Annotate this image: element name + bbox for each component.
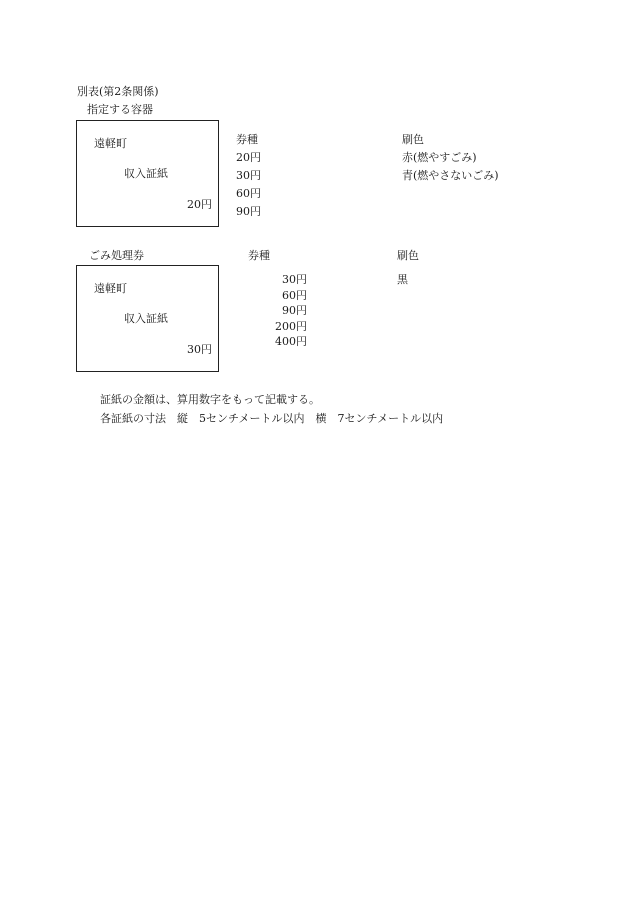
section1-color-list [402,152,499,188]
section2-stamp-sample [76,265,219,372]
section2-denomination-list [250,274,307,352]
section1-stamp-town: 遠軽町 [94,137,127,150]
denomination-item: 200円 [275,319,307,333]
denomination-item: 60円 [236,187,261,200]
denomination-item: 400円 [275,335,307,348]
section1-heading: 指定する容器 [87,103,153,116]
denomination-item: 90円 [282,304,307,317]
denomination-item: 30円 [236,169,261,182]
color-item: 赤(燃やすごみ) [402,151,477,164]
section1-stamp-label: 収入証紙 [124,167,168,180]
denomination-item: 20円 [236,151,261,164]
denomination-item: 90円 [236,205,261,218]
section2-stamp-value: 30円 [187,343,212,356]
section2-stamp-town: 遠軽町 [94,282,127,295]
section2-heading: ごみ処理券 [89,249,144,262]
appendix-title: 別表(第2条関係) [77,85,159,98]
note-amount-format: 証紙の金額は、算用数字をもって記載する。 [100,393,320,406]
section2-color-header: 刷色 [397,249,419,262]
section2-stamp-label: 収入証紙 [124,312,168,325]
denomination-item: 30円 [282,273,307,286]
note-dimensions: 各証紙の寸法 縦 5センチメートル以内 横 7センチメートル以内 [100,412,444,425]
section1-stamp-value: 20円 [187,198,212,211]
section1-denomination-list [236,152,261,224]
section2-denomination-header: 券種 [248,249,270,262]
section1-color-header: 刷色 [402,133,424,146]
color-item: 青(燃やさないごみ) [402,169,499,182]
color-item: 黒 [397,273,408,286]
section1-stamp-sample [76,120,219,227]
denomination-item: 60円 [282,288,307,302]
section1-denomination-header: 券種 [236,133,258,146]
